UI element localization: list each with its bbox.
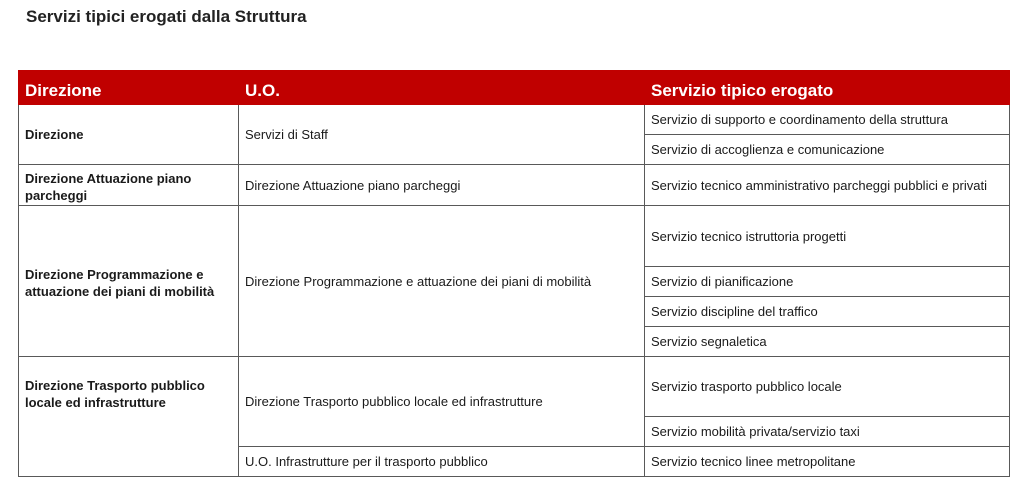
- page-title: Servizi tipici erogati dalla Struttura: [26, 7, 307, 26]
- direzione-cell: Direzione Trasporto pubblico locale ed infrastrutture: [19, 357, 239, 477]
- servizio-cell: Servizio discipline del traffico: [645, 297, 1010, 327]
- table-row: [19, 206, 1010, 267]
- services-table: [18, 70, 1010, 477]
- table-row: [19, 357, 1010, 417]
- uo-cell: Direzione Attuazione piano parcheggi: [239, 165, 645, 206]
- servizio-cell: Servizio tecnico istruttoria progetti: [645, 206, 1010, 267]
- uo-cell: Direzione Trasporto pubblico locale ed infrastrutture: [239, 357, 645, 447]
- table-header: [19, 72, 1010, 105]
- servizio-cell: Servizio di pianificazione: [645, 267, 1010, 297]
- servizio-cell: Servizio tecnico linee metropolitane: [645, 447, 1010, 477]
- direzione-cell: Direzione Programmazione e attuazione dei piani di mobilità: [19, 206, 239, 357]
- uo-cell: Servizi di Staff: [239, 105, 645, 165]
- servizio-cell: Servizio di supporto e coordinamento della struttura: [645, 105, 1010, 135]
- table-row: [19, 165, 1010, 206]
- servizio-cell: Servizio tecnico amministrativo parcheggi pubblici e privati: [645, 165, 1010, 206]
- direzione-cell: Direzione: [19, 105, 239, 165]
- uo-cell: Direzione Programmazione e attuazione dei piani di mobilità: [239, 206, 645, 357]
- table-row: [19, 105, 1010, 135]
- servizio-cell: Servizio trasporto pubblico locale: [645, 357, 1010, 417]
- servizio-cell: Servizio mobilità privata/servizio taxi: [645, 417, 1010, 447]
- direzione-cell: Direzione Attuazione piano parcheggi: [19, 165, 239, 206]
- uo-cell: U.O. Infrastrutture per il trasporto pubblico: [239, 447, 645, 477]
- header-servizio: Servizio tipico erogato: [645, 72, 1010, 105]
- header-uo: U.O.: [239, 72, 645, 105]
- servizio-cell: Servizio segnaletica: [645, 327, 1010, 357]
- header-direzione: Direzione: [19, 72, 239, 105]
- servizio-cell: Servizio di accoglienza e comunicazione: [645, 135, 1010, 165]
